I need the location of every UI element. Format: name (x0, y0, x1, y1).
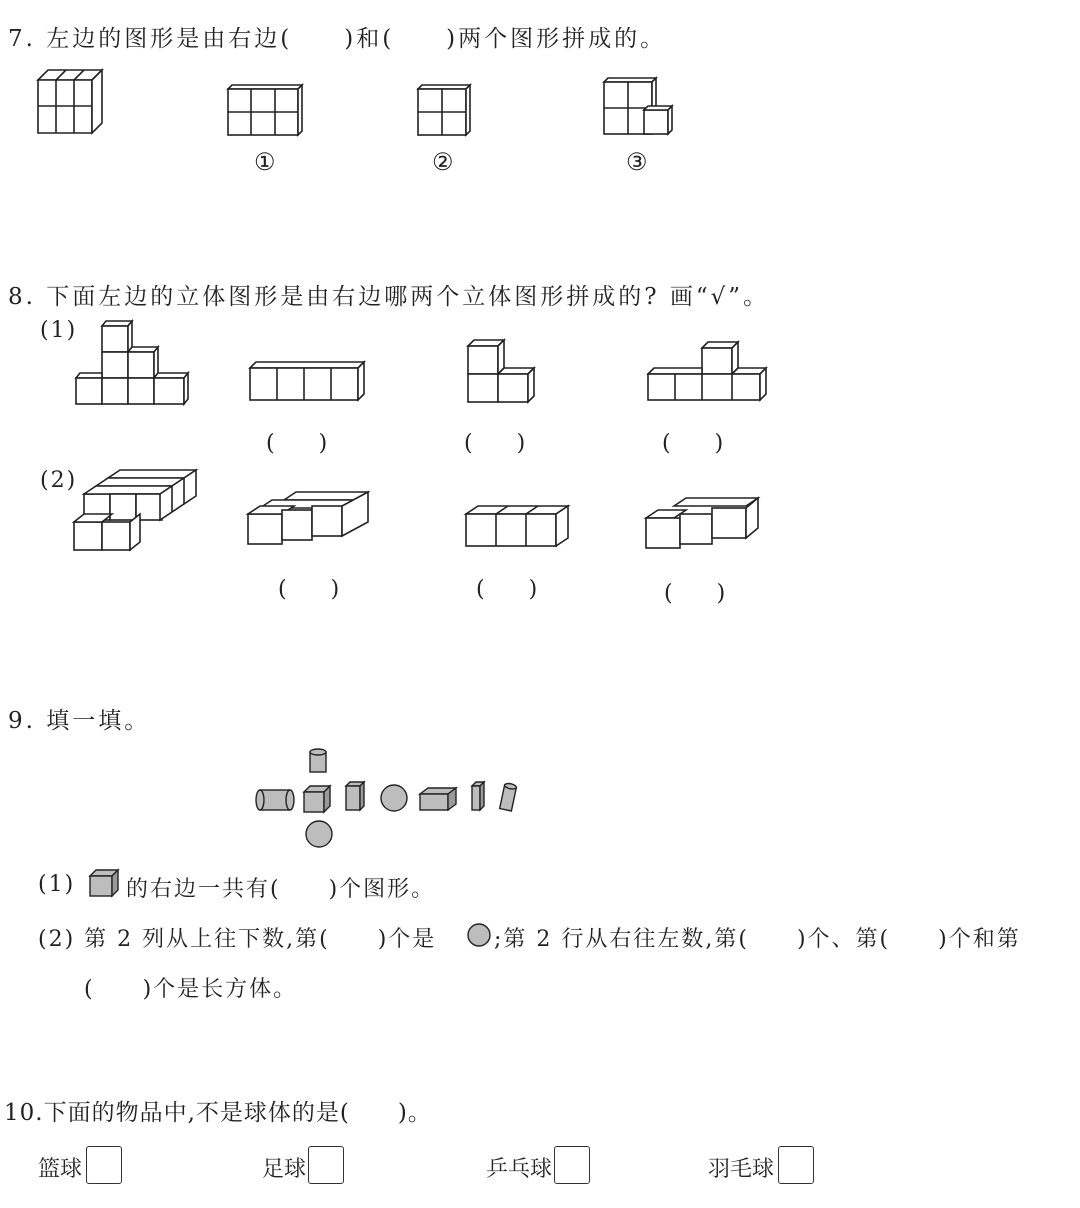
q8-part-2-label: (2) (40, 468, 78, 493)
q8-1-option-a-blank[interactable]: ( ) (266, 431, 328, 456)
sphere-icon (466, 922, 492, 948)
q8-1-option-b-blank[interactable]: ( ) (464, 431, 526, 456)
q10-item-badminton-label: 羽毛球 (708, 1157, 775, 1182)
q8-2-option-a-figure (248, 492, 372, 546)
q9-line1-prefix: (1) (38, 872, 76, 897)
question-7-text: 7. 左边的图形是由右边( )和( )两个图形拼成的。 (8, 26, 667, 52)
sphere-shape (381, 785, 407, 811)
q8-2-option-b-blank[interactable]: ( ) (476, 577, 538, 602)
q8-2-option-c-figure (646, 498, 762, 550)
q10-item-pingpong-label: 乒乓球 (486, 1157, 553, 1182)
q7-figure-2 (418, 85, 472, 137)
q8-1-option-a-figure (250, 362, 368, 402)
q7-label-2: ② (432, 148, 454, 176)
q7-figure-1 (228, 85, 304, 137)
question-10-text: 10.下面的物品中,不是球体的是( )。 (4, 1100, 432, 1126)
cube-shape (304, 786, 330, 812)
q10-item-pingpong-checkbox[interactable] (554, 1146, 590, 1184)
cuboid-shape (420, 788, 456, 810)
q10-item-football-checkbox[interactable] (308, 1146, 344, 1184)
q8-part-1-label: (1) (40, 318, 78, 343)
cuboid-shape (346, 782, 364, 810)
q9-line2-text: (2) 第 2 列从上往下数,第( )个是 (38, 927, 437, 952)
q10-item-badminton-checkbox[interactable] (778, 1146, 814, 1184)
question-9-text: 9. 填一填。 (8, 708, 151, 734)
q9-line1-text: 的右边一共有( )个图形。 (126, 877, 436, 902)
q8-2-option-c-blank[interactable]: ( ) (664, 581, 726, 606)
q10-item-football-label: 足球 (262, 1157, 307, 1182)
sphere-shape (306, 821, 332, 847)
cylinder-shape (500, 783, 517, 811)
q9-line3-text: ( )个是长方体。 (84, 977, 298, 1002)
q10-item-basketball-label: 篮球 (38, 1157, 83, 1182)
cube-icon (90, 870, 120, 898)
q9-shapes-arrangement (252, 748, 522, 848)
question-8-text: 8. 下面左边的立体图形是由右边哪两个立体图形拼成的? 画“√”。 (8, 284, 770, 310)
q7-composite-figure (38, 70, 108, 135)
q9-line2-continued: ;第 2 行从右往左数,第( )个、第( )个和第 (494, 927, 1021, 952)
q10-item-basketball-checkbox[interactable] (86, 1146, 122, 1184)
q7-label-1: ① (254, 148, 276, 176)
q8-1-option-c-figure (648, 342, 768, 402)
q7-figure-3 (604, 78, 672, 138)
cylinder-shape (310, 749, 326, 772)
q8-2-composite-figure (74, 470, 200, 554)
q8-1-option-b-figure (468, 340, 536, 404)
q8-2-option-a-blank[interactable]: ( ) (278, 577, 340, 602)
q8-2-option-b-figure (466, 504, 570, 548)
cuboid-shape (472, 782, 484, 810)
cylinder-shape (256, 790, 294, 810)
q7-label-3: ③ (626, 148, 648, 176)
q8-1-composite-figure (76, 318, 194, 406)
q8-1-option-c-blank[interactable]: ( ) (662, 431, 724, 456)
